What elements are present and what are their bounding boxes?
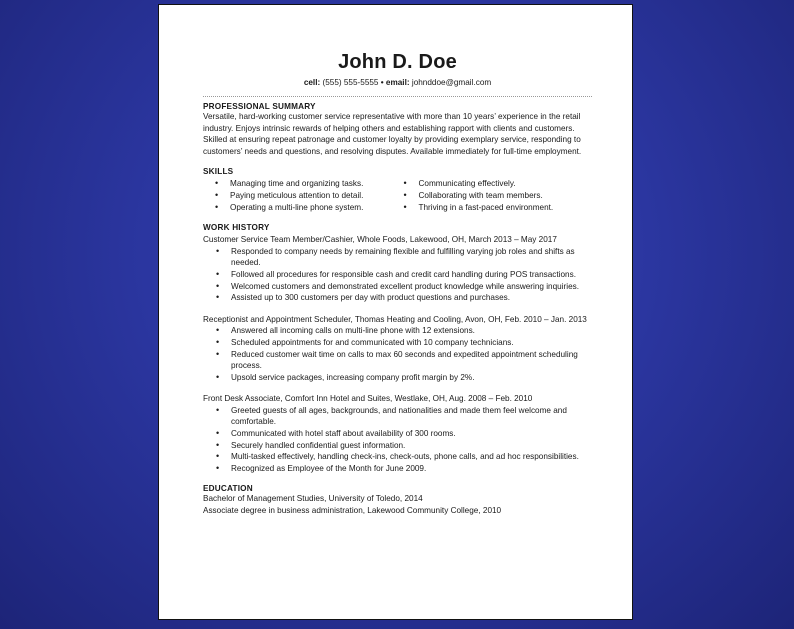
education-entry: Bachelor of Management Studies, University of Toledo, 2014 bbox=[203, 494, 423, 504]
contact-separator: • bbox=[380, 78, 384, 87]
list-item: • Collaborating with team members. bbox=[404, 190, 593, 202]
list-item: • Assisted up to 300 customers per day with product questions and purchases. bbox=[216, 292, 592, 304]
contact-line bbox=[203, 78, 592, 87]
job-heading: Customer Service Team Member/Cashier, Whole Foods, Lakewood, OH, March 2013 – May 2017 bbox=[203, 235, 557, 245]
list-item: • Welcomed customers and demonstrated excellent product knowledge while answering inquiries. bbox=[216, 281, 592, 293]
summary-text: Versatile, hard-working customer service representative with more than 10 years’ experience in the retail industry. Enjoys intrinsic rewards of helping others and establishing rapport with clients and customers. Skilled at ensuring repeat patronage and customer loyalty by providing exemplary service, responding to customers’ needs and questions, and resolving disputes. Available immediately for full-time employment. bbox=[203, 112, 582, 156]
skills-title: SKILLS bbox=[203, 167, 234, 177]
education-title: EDUCATION bbox=[203, 484, 253, 494]
list-item: • Communicated with hotel staff about availability of 300 rooms. bbox=[216, 428, 592, 440]
list-item: • Recognized as Employee of the Month for June 2009. bbox=[216, 463, 592, 475]
header-divider bbox=[203, 96, 592, 97]
list-item: • Scheduled appointments for and communicated with 10 company technicians. bbox=[216, 337, 592, 349]
skills-columns bbox=[215, 178, 592, 213]
education-entry: Associate degree in business administration, Lakewood Community College, 2010 bbox=[203, 506, 502, 516]
email-value: johnddoe@gmail.com bbox=[411, 78, 492, 87]
skills-left-list bbox=[215, 178, 404, 213]
list-item: • Operating a multi-line phone system. bbox=[215, 202, 404, 214]
list-item: • Thriving in a fast-paced environment. bbox=[404, 202, 593, 214]
resume-page bbox=[158, 4, 633, 620]
list-item: • Multi-tasked effectively, handling check-ins, check-outs, phone calls, and ad hoc responsibilities. bbox=[216, 451, 592, 463]
list-item: • Upsold service packages, increasing company profit margin by 2%. bbox=[216, 372, 592, 384]
list-item: • Managing time and organizing tasks. bbox=[215, 178, 404, 190]
job-bullets bbox=[216, 325, 592, 383]
list-item: • Paying meticulous attention to detail. bbox=[215, 190, 404, 202]
list-item: • Followed all procedures for responsible cash and credit card handling during POS transactions. bbox=[216, 269, 592, 281]
list-item: • Answered all incoming calls on multi-line phone with 12 extensions. bbox=[216, 325, 592, 337]
list-item: • Reduced customer wait time on calls to max 60 seconds and expedited appointment scheduling process. bbox=[216, 349, 592, 372]
job-bullets bbox=[216, 405, 592, 475]
cell-label: cell: bbox=[303, 78, 321, 87]
cell-value: (555) 555-5555 bbox=[322, 78, 379, 87]
work-history-title: WORK HISTORY bbox=[203, 223, 270, 233]
candidate-name: John D. Doe bbox=[338, 51, 457, 73]
list-item: • Greeted guests of all ages, backgrounds, and nationalities and made them feel welcome and comfortable. bbox=[216, 405, 592, 428]
list-item: • Responded to company needs by remaining flexible and fulfilling varying job roles and shifts as needed. bbox=[216, 246, 592, 269]
summary-title: PROFESSIONAL SUMMARY bbox=[203, 102, 316, 111]
job-heading: Receptionist and Appointment Scheduler, Thomas Heating and Cooling, Avon, OH, Feb. 2010 – Jan. 2013 bbox=[203, 314, 587, 324]
job-heading: Front Desk Associate, Comfort Inn Hotel and Suites, Westlake, OH, Aug. 2008 – Feb. 2010 bbox=[203, 394, 533, 404]
list-item: • Communicating effectively. bbox=[404, 178, 593, 190]
list-item: • Securely handled confidential guest information. bbox=[216, 440, 592, 452]
job-bullets bbox=[216, 246, 592, 304]
skills-right-list bbox=[404, 178, 593, 213]
email-label: email: bbox=[385, 78, 410, 87]
